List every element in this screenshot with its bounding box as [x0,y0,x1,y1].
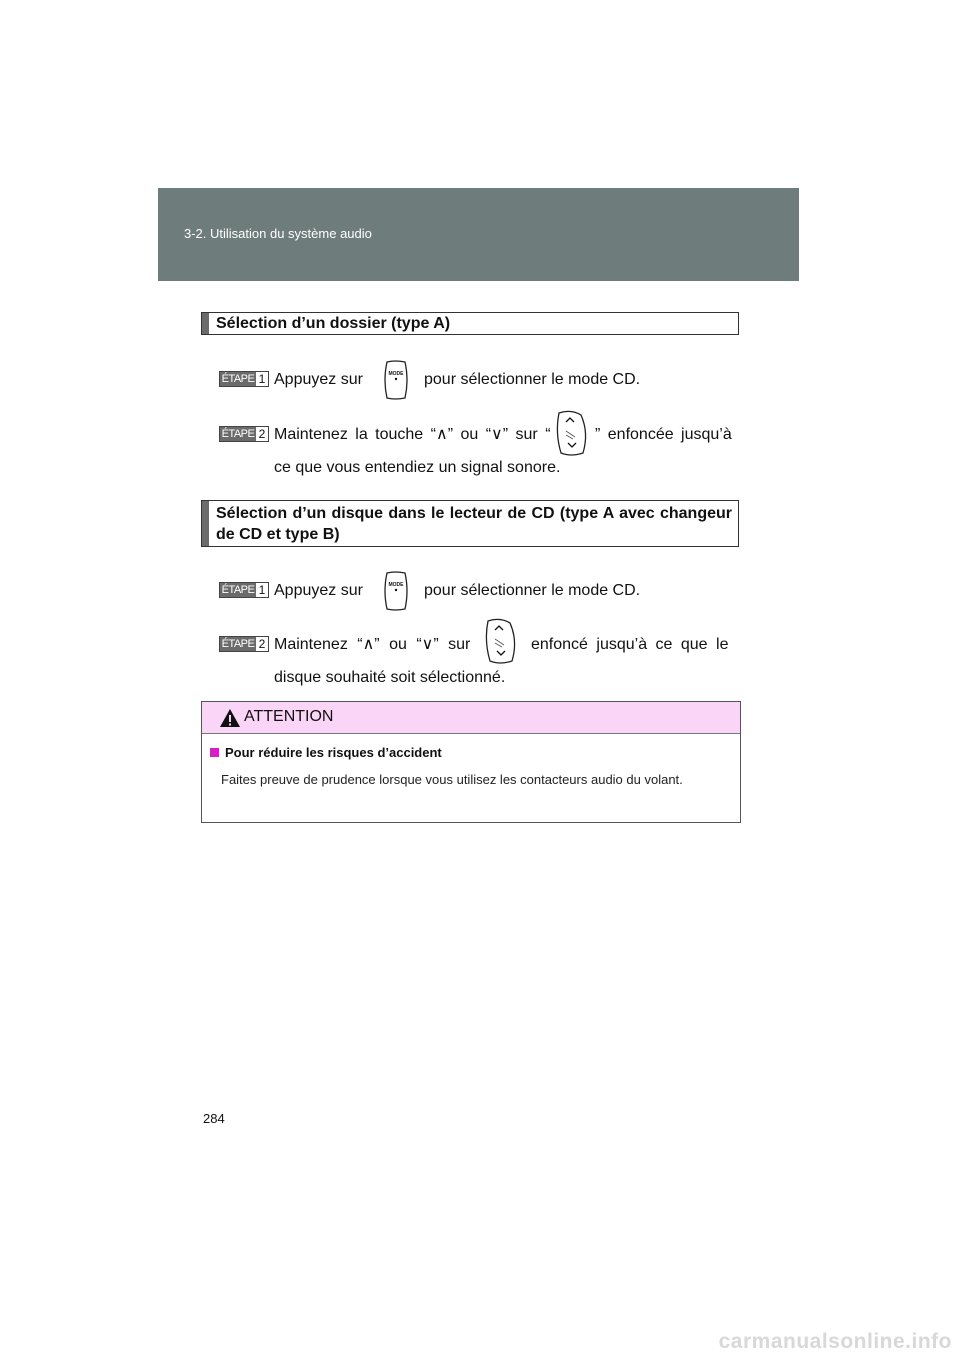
attention-body: Faites preuve de prudence lorsque vous utilisez les contacteurs audio du volant. [221,772,683,787]
step-text-before: Maintenez “∧” ou “∨” sur [274,636,471,653]
step-text-before: Appuyez sur [274,371,363,388]
step-badge-word: ÉTAPE [221,584,255,596]
section-title-bar [202,313,209,334]
seek-rocker-icon [551,407,593,459]
chapter-header [158,188,799,281]
step-text-after: ” enfoncée jusqu’à [595,426,732,443]
step-badge-number: 2 [256,427,268,441]
step-2-folder [219,425,739,475]
svg-text:MODE: MODE [388,371,404,377]
seek-rocker-icon [480,615,522,667]
section-title-bar [202,501,209,546]
mode-button-icon [381,569,413,613]
step-text-after: pour sélectionner le mode CD. [424,371,641,388]
step-badge-number: 2 [256,637,268,651]
bullet-square-icon [210,748,219,757]
step-badge-number: 1 [256,372,268,386]
mode-button-icon [381,358,413,402]
section-title-disc [201,500,739,547]
page-number: 284 [203,1111,225,1126]
attention-title: ATTENTION [244,708,334,725]
watermark: carmanualsonline.info [718,1330,952,1353]
step-text-continuation: ce que vous entendiez un signal sonore. [274,459,561,476]
step-badge-word: ÉTAPE [221,373,255,385]
svg-text:MODE: MODE [388,582,404,588]
step-badge-word: ÉTAPE [221,428,255,440]
attention-subtitle-text: Pour réduire les risques d’accident [225,745,442,760]
step-1-disc [219,581,739,605]
step-badge [219,636,269,652]
attention-subtitle [210,745,442,760]
attention-box [201,701,741,823]
step-2-disc [219,635,739,685]
step-text-after: pour sélectionner le mode CD. [424,582,641,599]
step-badge [219,426,269,442]
step-text-before: Appuyez sur [274,582,363,599]
step-badge-word: ÉTAPE [221,638,255,650]
step-text-before: Maintenez la touche “∧” ou “∨” sur “ [274,426,551,443]
step-text-after: enfoncé jusqu’à ce que le [531,636,729,653]
step-badge [219,582,269,598]
step-text-continuation: disque souhaité soit sélectionné. [274,669,506,686]
section-title-text: Sélection d’un disque dans le lecteur de CD (type A avec changeur de CD et type B) [216,505,732,543]
section-title-text: Sélection d’un dossier (type A) [216,315,451,332]
warning-triangle-icon [219,708,241,728]
step-badge [219,371,269,387]
section-title-folder [201,312,739,335]
step-1-folder [219,370,739,394]
chapter-title: 3-2. Utilisation du système audio [184,226,372,241]
step-badge-number: 1 [256,583,268,597]
attention-header [202,702,740,734]
